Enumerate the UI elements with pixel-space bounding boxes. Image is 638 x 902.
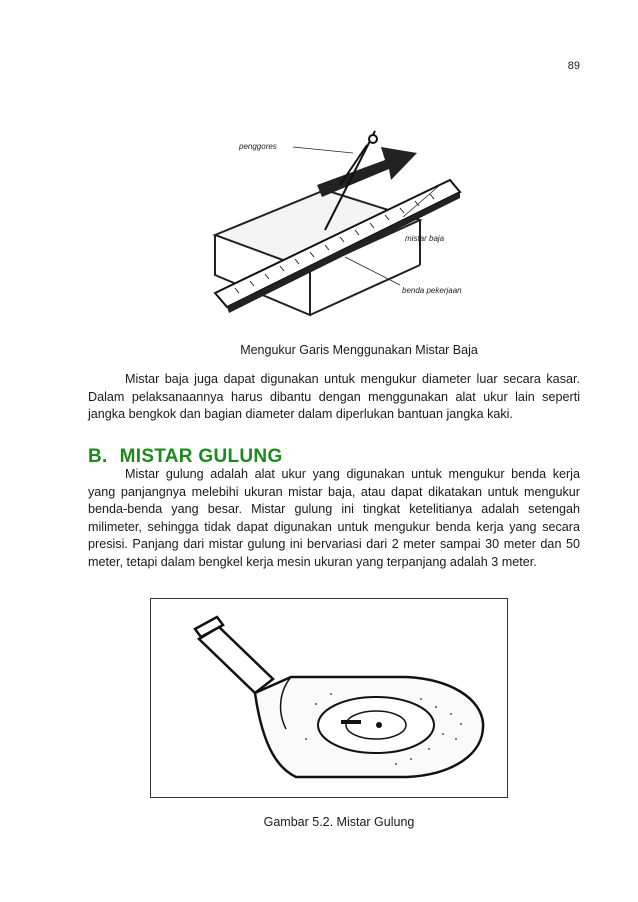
figure1-caption: Mengukur Garis Menggunakan Mistar Baja [240,343,478,357]
paragraph-tape-measure [88,466,580,572]
label-scriber: penggores [239,142,277,151]
paragraph-steel-ruler [88,371,580,424]
section-number: B. [88,446,108,467]
tape-measure-figure [150,598,508,798]
label-ruler: mistar baja [405,234,445,243]
section-heading [88,446,283,468]
page-number: 89 [567,60,580,72]
tape-measure-illustration [151,599,506,796]
paragraph-tape-measure-text: Mistar gulung adalah alat ukur yang digunakan untuk mengukur benda kerja yang panjangnya melebihi ukuran mistar baja, atau dapat dikatakan untuk mengukur benda-benda yang besar. Mistar gulung ini tingkat ketelitianya adalah setengah milimeter, sehingga tidak dapat digunakan untuk mengukur benda kerja yang secara presisi. Panjang dari mistar gulung ini bervariasi dari 2 meter sampai 30 meter dan 50 meter, tetapi dalam bengkel kerja mesin ukuran yang terpanjang adalah 3 meter. [88,467,580,569]
figure2-caption: Gambar 5.2. Mistar Gulung [263,815,415,829]
steel-ruler-figure [205,125,505,330]
label-workpiece: benda pekerjaan [402,286,462,295]
paragraph-steel-ruler-text: Mistar baja juga dapat digunakan untuk mengukur diameter luar secara kasar. Dalam pelaksanaannya harus dibantu dengan menggunakan alat ukur lain seperti jangka bengkok dan bagian diameter dalam diperlukan bantuan jangka kaki. [88,372,580,422]
section-title: MISTAR GULUNG [119,446,283,467]
direction-arrow [317,147,417,197]
